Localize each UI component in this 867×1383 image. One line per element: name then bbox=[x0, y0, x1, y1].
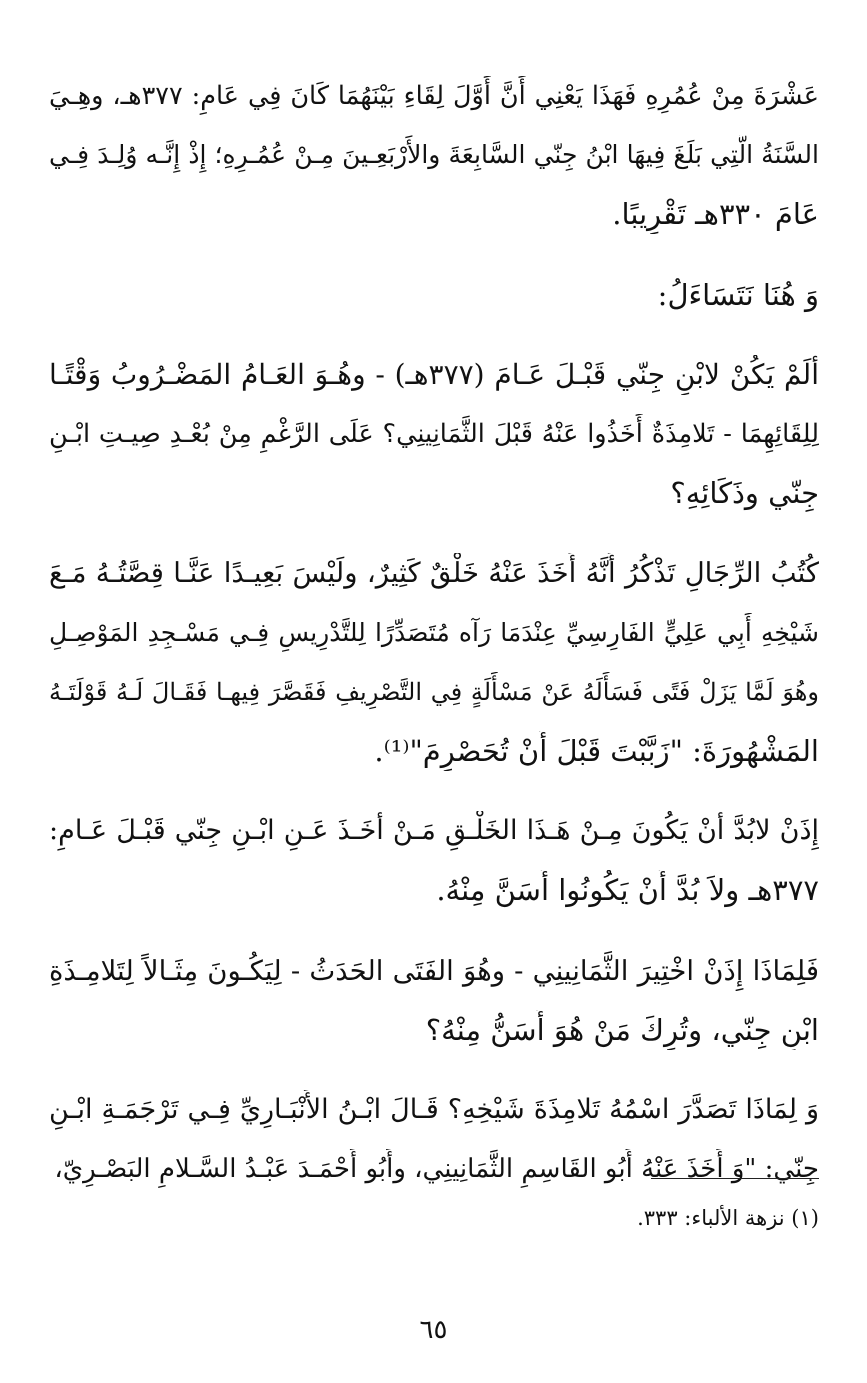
text-line: المَشْهُورَةَ: "زَبَّبْتَ قَبْلَ أَنْ تُحَصْرِمَ"⁽¹⁾. bbox=[374, 734, 819, 768]
text-line: وَ هُنَا نَتَسَاءَلُ: bbox=[657, 277, 819, 312]
text-line: أَلَمْ يَكُنْ لابْنِ جِنّي قَبْـلَ عَـامَ (٣٧٧هـ) - وهُـوَ العَـامُ المَضْـرُوبُ وَقْتًـا bbox=[49, 357, 819, 391]
text-line: لِلِقَائِهِمَا - تَلامِذَةٌ أَخَذُوا عَنْهُ قَبْلَ الثَّمَانِينِي؟ عَلَى الرَّغْمِ مِنْ بُعْـدِ صِيـتِ ابْـنِ bbox=[49, 419, 819, 449]
page-number: ٦٥ bbox=[419, 1315, 448, 1345]
footnote: (١) نزهة الألباء: ٣٣٣. bbox=[637, 1206, 819, 1230]
text-line: ٣٧٧هـ ولاَ بُدَّ أَنْ يَكُونُوا أَسَنَّ مِنْهُ. bbox=[436, 873, 819, 908]
text-line: إِذَنْ لابُدَّ أَنْ يَكُونَ مِـنْ هَـذَا الخَلْـقِ مَـنْ أَخَـذَ عَـنِ ابْـنِ جِنّي قَبْـلَ عَـامِ: bbox=[49, 815, 819, 847]
text-line: جِنّي وذَكَائِهِ؟ bbox=[670, 476, 819, 511]
text-line: عَشْرَةَ مِنْ عُمُرِهِ فَهَذَا يَعْنِي أَنَّ أَوَّلَ لِقَاءِ بَيْنَهُمَا كَانَ فِي عَامِ: ٣٧٧هـ، وهِـيَ bbox=[49, 81, 819, 111]
text-line: وهُوَ لَمَّا يَزَلْ فَتًى فَسَأَلَهُ عَنْ مَسْأَلَةٍ فِي التَّصْرِيفِ فَقَصَّرَ فِيهـا فَقَـالَ لَـهُ قَوْلَتَـهُ bbox=[49, 677, 819, 706]
text-line: شَيْخِهِ أَبِي عَلِيٍّ الفَارِسِيِّ عِنْدَمَا رَآه مُتَصَدِّرًا لِلتَّدْرِيسِ فِـي مَسْـجِدِ المَوْصِـلِ bbox=[49, 617, 819, 647]
text-line: فَلِمَاذَا إِذَنْ اخْتِيرَ الثَّمَانِينِي - وهُوَ الفَتَى الحَدَثُ - لِيَكُـونَ مِثَـالاً لِتَلامِـذَةِ bbox=[49, 954, 819, 987]
footnote-separator bbox=[651, 1178, 819, 1179]
text-line: وَ لِمَاذَا تَصَدَّرَ اسْمُهُ تَلامِذَةَ شَيْخِهِ؟ قَـالَ ابْـنُ الأَنْبَـارِيِّ فِـي تَرْجَمَـةِ ابْـنِ bbox=[49, 1094, 819, 1125]
text-line: جِنّي: "وَ أَخَذَ عَنْهُ أَبُو القَاسِمِ الثَّمَانِينِي، وأَبُو أَحْمَـدَ عَبْـدُ السَّـلامِ البَصْـرِيّ، bbox=[54, 1154, 819, 1185]
text-line: السَّنَةُ الَّتِي بَلَغَ فِيهَا ابْنُ جِنّي السَّابِعَةَ والأَرْبَعِـينَ مِـنْ عُمُـرِهِ؛ إِذْ إِنَّـه وُلِـدَ فِـي bbox=[49, 140, 819, 170]
text-line: ابْنِ جِنّي، وتُرِكَ مَنْ هُوَ أَسَنُّ مِنْهُ؟ bbox=[425, 1012, 819, 1047]
text-line: كُتُبُ الرِّجَالِ تَذْكُرُ أَنَّهُ أَخَذَ عَنْهُ خَلْقٌ كَثِيرٌ، ولَيْسَ بَعِيـدًا عَنَّـا قِصَّتُـهُ مَـعَ bbox=[49, 557, 819, 590]
text-line: عَامَ ٣٣٠هـ تَقْرِيبًا. bbox=[612, 197, 819, 232]
